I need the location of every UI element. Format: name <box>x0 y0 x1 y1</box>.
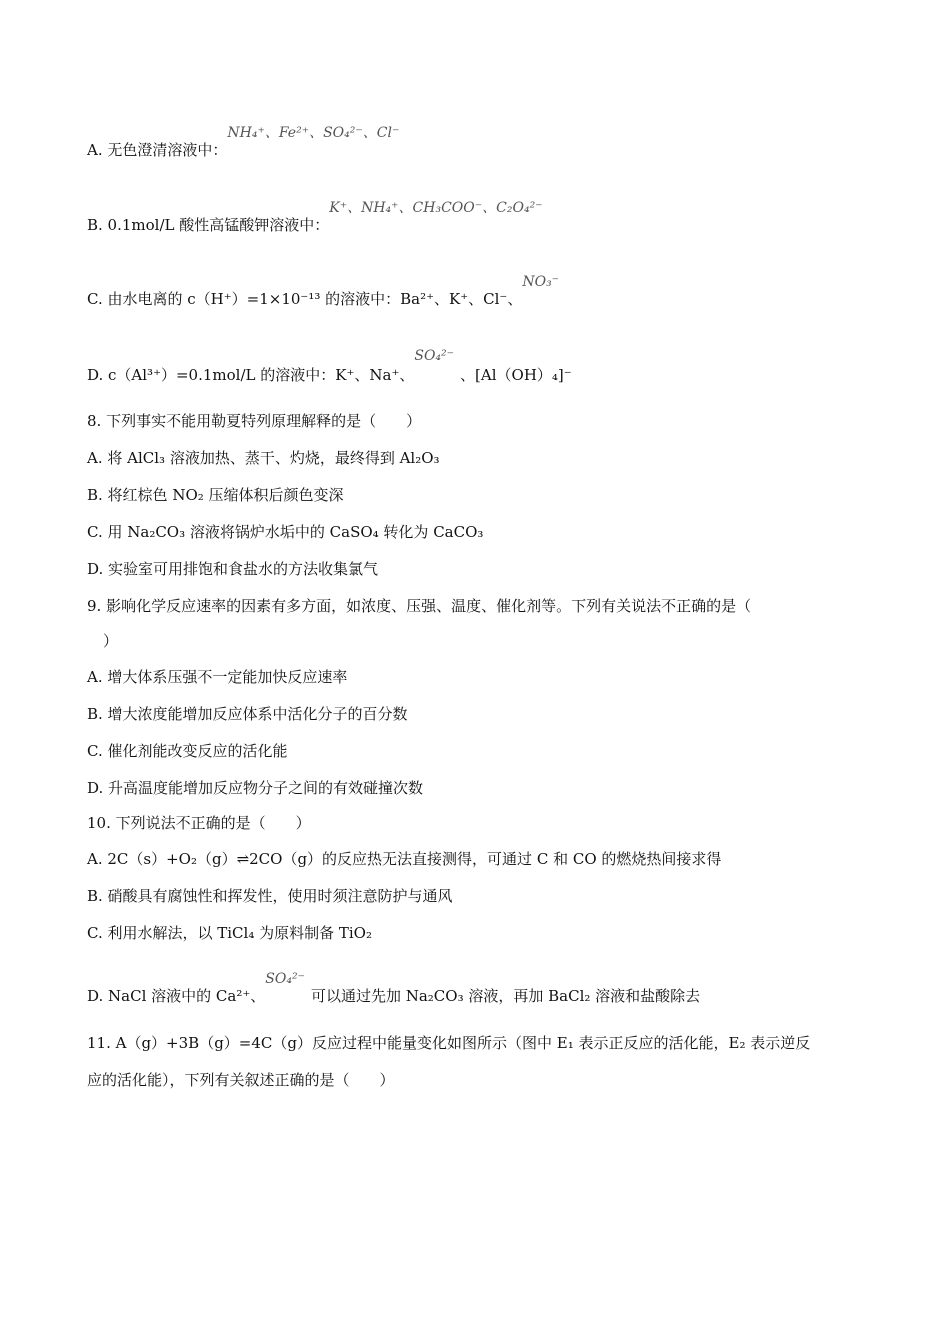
q7-option-a <box>87 125 400 161</box>
q9-option-c: C. 催化剂能改变反应的活化能 <box>87 742 288 760</box>
q10-stem: 10. 下列说法不正确的是（ ） <box>87 814 311 832</box>
q9-stem-line1: 9. 影响化学反应速率的因素有多方面，如浓度、压强、温度、催化剂等。下列有关说法不正确的是（ <box>87 597 752 615</box>
q7-b-ions: K⁺、NH₄⁺、CH₃COO⁻、C₂O₄²⁻ <box>329 200 543 216</box>
q8-stem: 8. 下列事实不能用勒夏特列原理解释的是（ ） <box>87 412 422 430</box>
q7-b-label: B. 0.1mol/L 酸性高锰酸钾溶液中： <box>87 216 330 234</box>
q8-option-b: B. 将红棕色 NO₂ 压缩体积后颜色变深 <box>87 486 344 504</box>
q10-d-label-post: 可以通过先加 Na₂CO₃ 溶液，再加 BaCl₂ 溶液和盐酸除去 <box>310 987 701 1005</box>
q10-option-d <box>87 971 701 1007</box>
q7-d-label-post: 、[Al（OH）₄]⁻ <box>460 366 572 384</box>
q9-option-b: B. 增大浓度能增加反应体系中活化分子的百分数 <box>87 705 408 723</box>
q7-a-label: A. 无色澄清溶液中： <box>87 141 228 159</box>
q7-option-d <box>87 348 572 386</box>
q11-stem-line1: 11. A（g）+3B（g）=4C（g）反应过程中能量变化如图所示（图中 E₁ 表示正反应的活化能，E₂ 表示逆反 <box>87 1034 811 1052</box>
q7-option-b <box>87 200 543 236</box>
q10-option-b: B. 硝酸具有腐蚀性和挥发性，使用时须注意防护与通风 <box>87 887 453 905</box>
q7-c-ion: NO₃⁻ <box>522 274 560 290</box>
q9-stem-line2: ） <box>103 632 119 650</box>
q7-d-ion: SO₄²⁻ <box>414 348 455 364</box>
q10-option-a: A. 2C（s）+O₂（g）⇌2CO（g）的反应热无法直接测得，可通过 C 和 CO 的燃烧热间接求得 <box>87 850 722 868</box>
q8-option-a: A. 将 AlCl₃ 溶液加热、蒸干、灼烧，最终得到 Al₂O₃ <box>87 449 440 467</box>
q11-stem-line2: 应的活化能），下列有关叙述正确的是（ ） <box>87 1071 395 1089</box>
q8-option-c: C. 用 Na₂CO₃ 溶液将锅炉水垢中的 CaSO₄ 转化为 CaCO₃ <box>87 523 484 541</box>
q8-option-d: D. 实验室可用排饱和食盐水的方法收集氯气 <box>87 560 379 578</box>
q7-option-c <box>87 274 560 310</box>
q10-d-label-pre: D. NaCl 溶液中的 Ca²⁺、 <box>87 987 266 1005</box>
q10-option-c: C. 利用水解法，以 TiCl₄ 为原料制备 TiO₂ <box>87 924 372 942</box>
q7-c-label: C. 由水电离的 c（H⁺）=1×10⁻¹³ 的溶液中：Ba²⁺、K⁺、Cl⁻、 <box>87 290 523 308</box>
q9-option-a: A. 增大体系压强不一定能加快反应速率 <box>87 668 348 686</box>
q7-d-label-pre: D. c（Al³⁺）=0.1mol/L 的溶液中：K⁺、Na⁺、 <box>87 366 415 384</box>
q10-d-ion: SO₄²⁻ <box>265 971 305 987</box>
q7-a-ions: NH₄⁺、Fe²⁺、SO₄²⁻、Cl⁻ <box>227 125 400 141</box>
q9-option-d: D. 升高温度能增加反应物分子之间的有效碰撞次数 <box>87 779 424 797</box>
